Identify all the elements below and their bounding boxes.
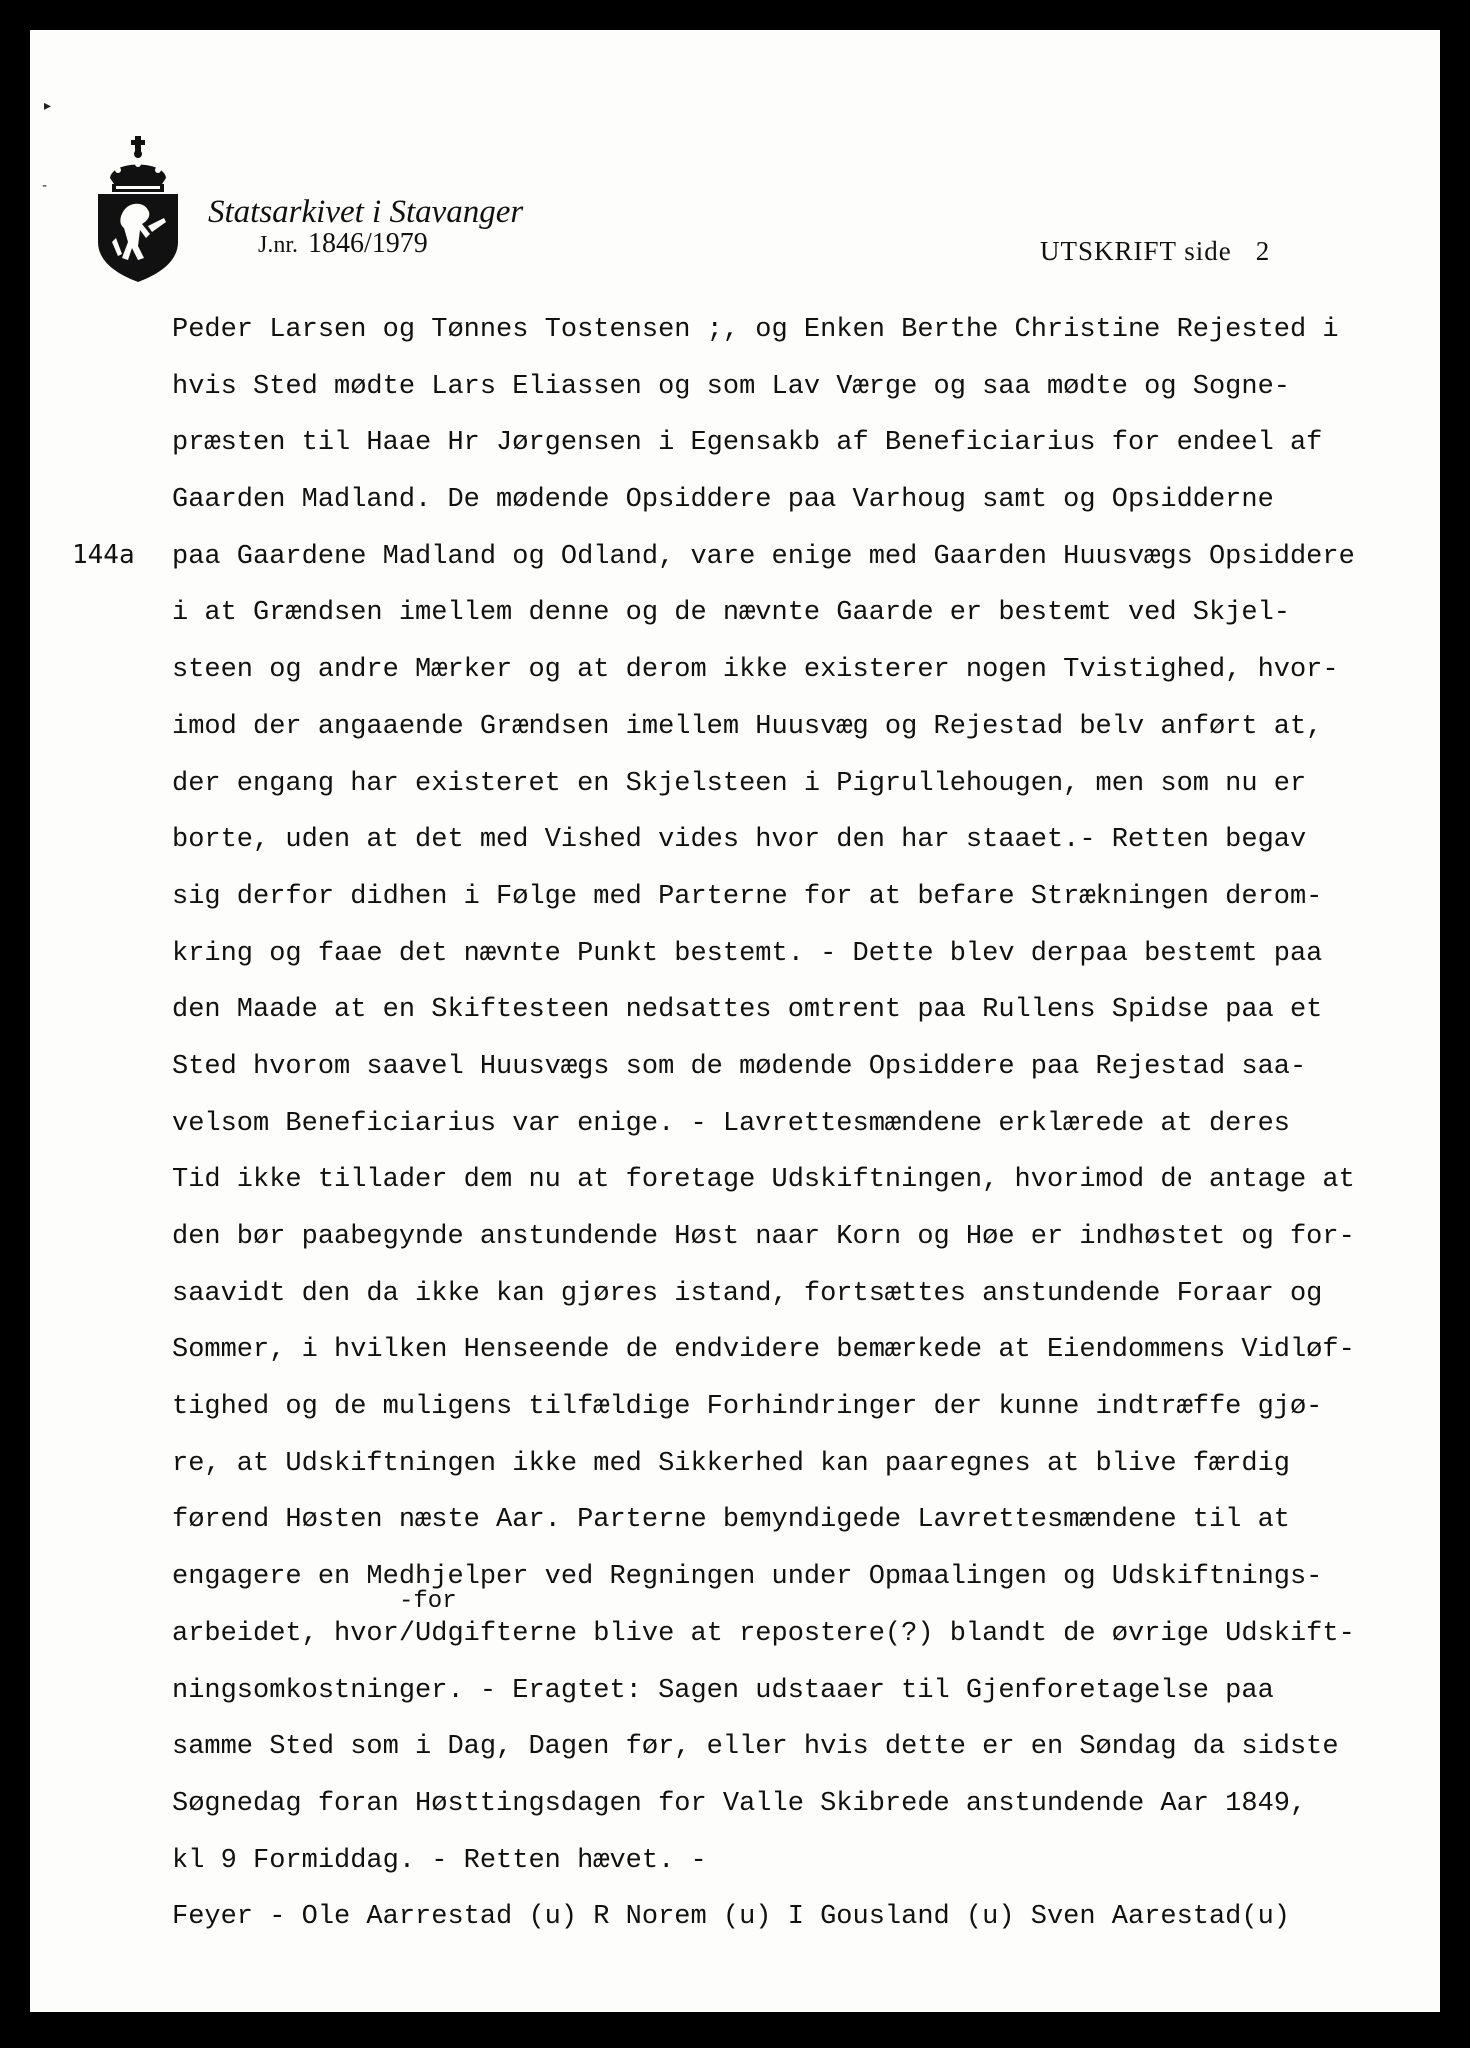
- handwritten-insertion: -for: [399, 1587, 457, 1615]
- journal-number: [258, 228, 428, 260]
- text-line: saavidt den da ikke kan gjøres istand, fortsættes anstundende Foraar og: [172, 1278, 1323, 1309]
- text-line: sig derfor didhen i Følge med Parterne for at befare Strækningen derom-: [172, 881, 1323, 912]
- text-line: hvis Sted mødte Lars Eliassen og som Lav Værge og saa mødte og Sogne-: [172, 371, 1290, 402]
- text-line: den bør paabegynde anstundende Høst naar Korn og Høe er indhøstet og for-: [172, 1222, 1355, 1252]
- page-number: 2: [1255, 236, 1271, 266]
- text-line: kl 9 Formiddag. - Retten hævet. -: [172, 1845, 707, 1876]
- edge-mark: -: [42, 178, 48, 194]
- edge-mark: ▸: [44, 98, 52, 114]
- text-line: den Maade at en Skiftesteen nedsattes omtrent paa Rullens Spidse paa et: [172, 995, 1323, 1026]
- text-line: ningsomkostninger. - Eragtet: Sagen udstaaer til Gjenforetagelse paa: [172, 1675, 1274, 1706]
- text-line: Sommer, i hvilken Henseende de endvidere bemærkede at Eiendommens Vidløf-: [172, 1335, 1355, 1366]
- text-line: førend Høsten næste Aar. Parterne bemyndigede Lavrettesmændene til at: [172, 1505, 1290, 1536]
- archive-name: Statsarkivet i Stavanger: [208, 194, 524, 230]
- text-line: Gaarden Madland. De mødende Opsiddere paa Varhoug samt og Opsidderne: [172, 485, 1274, 516]
- text-line: Sted hvorom saavel Huusvægs som de mødende Opsiddere paa Rejestad saa-: [172, 1051, 1307, 1082]
- text-line: arbeidet, hvor/Udgifterne blive at repostere(?) blandt de øvrige Udskift-: [172, 1618, 1355, 1649]
- text-line: Tid ikke tillader dem nu at foretage Udskiftningen, hvorimod de antage at: [172, 1165, 1355, 1196]
- text-line: samme Sted som i Dag, Dagen før, eller hvis dette er en Søndag da sidste: [172, 1732, 1339, 1763]
- journal-number-label: J.nr.: [258, 232, 299, 258]
- text-line: re, at Udskiftningen ikke med Sikkerhed kan paaregnes at blive færdig: [172, 1448, 1290, 1479]
- journal-number-value: 1846/1979: [308, 228, 428, 259]
- text-line: tighed og de muligens tilfældige Forhindringer der kunne indtræffe gjø-: [172, 1392, 1323, 1423]
- text-line: i at Grændsen imellem denne og de nævnte Gaarde er bestemt ved Skjel-: [172, 598, 1290, 629]
- coat-of-arms-logo: [92, 134, 184, 284]
- transcript-label: UTSKRIFT side: [1040, 236, 1232, 266]
- text-line: Peder Larsen og Tønnes Tostensen ;, og Enken Berthe Christine Rejested i: [172, 315, 1339, 345]
- text-line: imod der angaaende Grændsen imellem Huusvæg og Rejestad belv anført at,: [172, 711, 1323, 742]
- text-line: paa Gaardene Madland og Odland, vare enige med Gaarden Huusvægs Opsiddere: [172, 541, 1355, 572]
- document-page: [30, 30, 1440, 2012]
- text-line: engagere en Medhjelper ved Regningen under Opmaalingen og Udskiftnings-: [172, 1562, 1323, 1593]
- text-line: Søgnedag foran Høsttingsdagen for Valle Skibrede anstundende Aar 1849,: [172, 1788, 1307, 1819]
- text-line: kring og faae det nævnte Punkt bestemt. - Dette blev derpaa bestemt paa: [172, 938, 1323, 969]
- margin-note: 144a: [72, 540, 135, 570]
- text-line: præsten til Haae Hr Jørgensen i Egensakb af Beneficiarius for endeel af: [172, 428, 1323, 459]
- text-line: steen og andre Mærker og at derom ikke existerer nogen Tvistighed, hvor-: [172, 655, 1339, 686]
- text-line: borte, uden at det med Vished vides hvor den har staaet.- Retten begav: [172, 825, 1307, 856]
- transcript-body: [172, 302, 1432, 1946]
- signature-line: Feyer - Ole Aarrestad (u) R Norem (u) I Gousland (u) Sven Aarestad(u): [172, 1902, 1290, 1933]
- transcript-page-label: [1040, 236, 1270, 267]
- text-line: velsom Beneficiarius var enige. - Lavrettesmændene erklærede at deres: [172, 1108, 1290, 1139]
- text-line: der engang har existeret en Skjelsteen i Pigrullehougen, men som nu er: [172, 768, 1307, 799]
- text-line-with-insertion: [172, 1587, 1432, 1663]
